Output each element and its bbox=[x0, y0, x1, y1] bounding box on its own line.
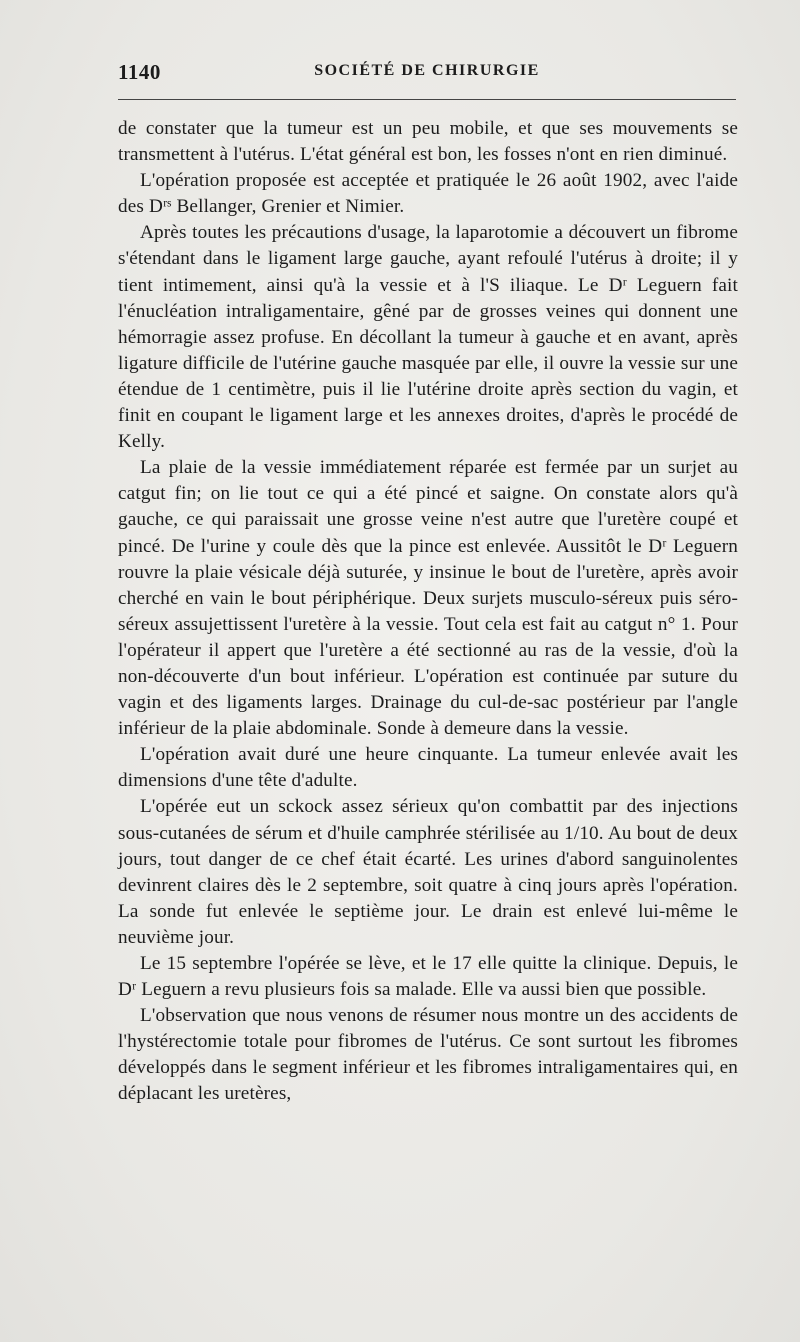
paragraph: de constater que la tumeur est un peu mobile, et que ses mouvements se transmettent à l'utérus. L'état général est bon, les fosses n'ont en rien diminué. bbox=[118, 118, 738, 166]
running-title: SOCIÉTÉ DE CHIRURGIE bbox=[314, 62, 540, 79]
paragraph: L'opérée eut un sckock assez sérieux qu'on combattit par des injections sous-cutanées de sérum et d'huile camphrée stérilisée au 1/10. Au bout de deux jours, tout danger de ce chef était écarté. Les urines d'abord sanguinolentes devinrent claires dès le 2 septembre, soit quatre à cinq jours après l'opération. La sonde fut enlevée le septième jour. Le drain est enlevé lui-même le neuvième jour. bbox=[118, 796, 738, 948]
page-header bbox=[118, 58, 736, 88]
paragraph: L'opération proposée est acceptée et pratiquée le 26 août 1902, avec l'aide des Dʳˢ Bellanger, Grenier et Nimier. bbox=[118, 170, 738, 218]
header-rule bbox=[118, 99, 736, 100]
paragraph: La plaie de la vessie immédiatement réparée est fermée par un surjet au catgut fin; on lie tout ce qui a été pincé et saigne. On constate alors qu'à gauche, ce qui paraissait une grosse veine n'est autre que l'uretère coupé et pincé. De l'urine y coule dès que la pince est enlevée. Aussitôt le Dʳ Leguern rouvre la plaie vésicale déjà suturée, y insinue le bout de l'uretère, après avoir cherché en vain le bout périphérique. Deux surjets musculo-séreux puis séro-séreux assujettissent l'uretère à la vessie. Tout cela est fait au catgut n° 1. Pour l'opérateur il appert que l'uretère a été sectionné au ras de la vessie, d'où la non-découverte d'un bout inférieur. L'opération est continuée par suture du vagin et des ligaments larges. Drainage du cul-de-sac postérieur par l'angle inférieur de la plaie abdominale. Sonde à demeure dans la vessie. bbox=[118, 457, 738, 740]
paragraph: Après toutes les précautions d'usage, la laparotomie a découvert un fibrome s'étendant dans le ligament large gauche, ayant refoulé l'utérus à droite; il y tient intimement, ainsi qu'à la vessie et à l'S iliaque. Le Dʳ Leguern fait l'énucléation intraligamentaire, gêné par de grosses veines qui donnent une hémorragie assez profuse. En décollant la tumeur à gauche et en avant, après ligature difficile de l'utérine gauche masquée par elle, il ouvre la vessie sur une étendue de 1 centimètre, puis il lie l'utérine droite après section du vagin, et finit en coupant le ligament large et les annexes droites, d'après le procédé de Kelly. bbox=[118, 222, 738, 453]
body-text bbox=[118, 116, 738, 1108]
page-number: 1140 bbox=[118, 60, 161, 84]
paragraph: Le 15 septembre l'opérée se lève, et le 17 elle quitte la clinique. Depuis, le Dʳ Leguern a revu plusieurs fois sa malade. Elle va aussi bien que possible. bbox=[118, 953, 738, 1001]
paragraph: L'observation que nous venons de résumer nous montre un des accidents de l'hystérectomie totale pour fibromes de l'utérus. Ce sont surtout les fibromes développés dans le segment inférieur et les fibromes intraligamentaires qui, en déplacant les uretères, bbox=[118, 1005, 738, 1105]
paragraph: L'opération avait duré une heure cinquante. La tumeur enlevée avait les dimensions d'une tête d'adulte. bbox=[118, 744, 738, 792]
